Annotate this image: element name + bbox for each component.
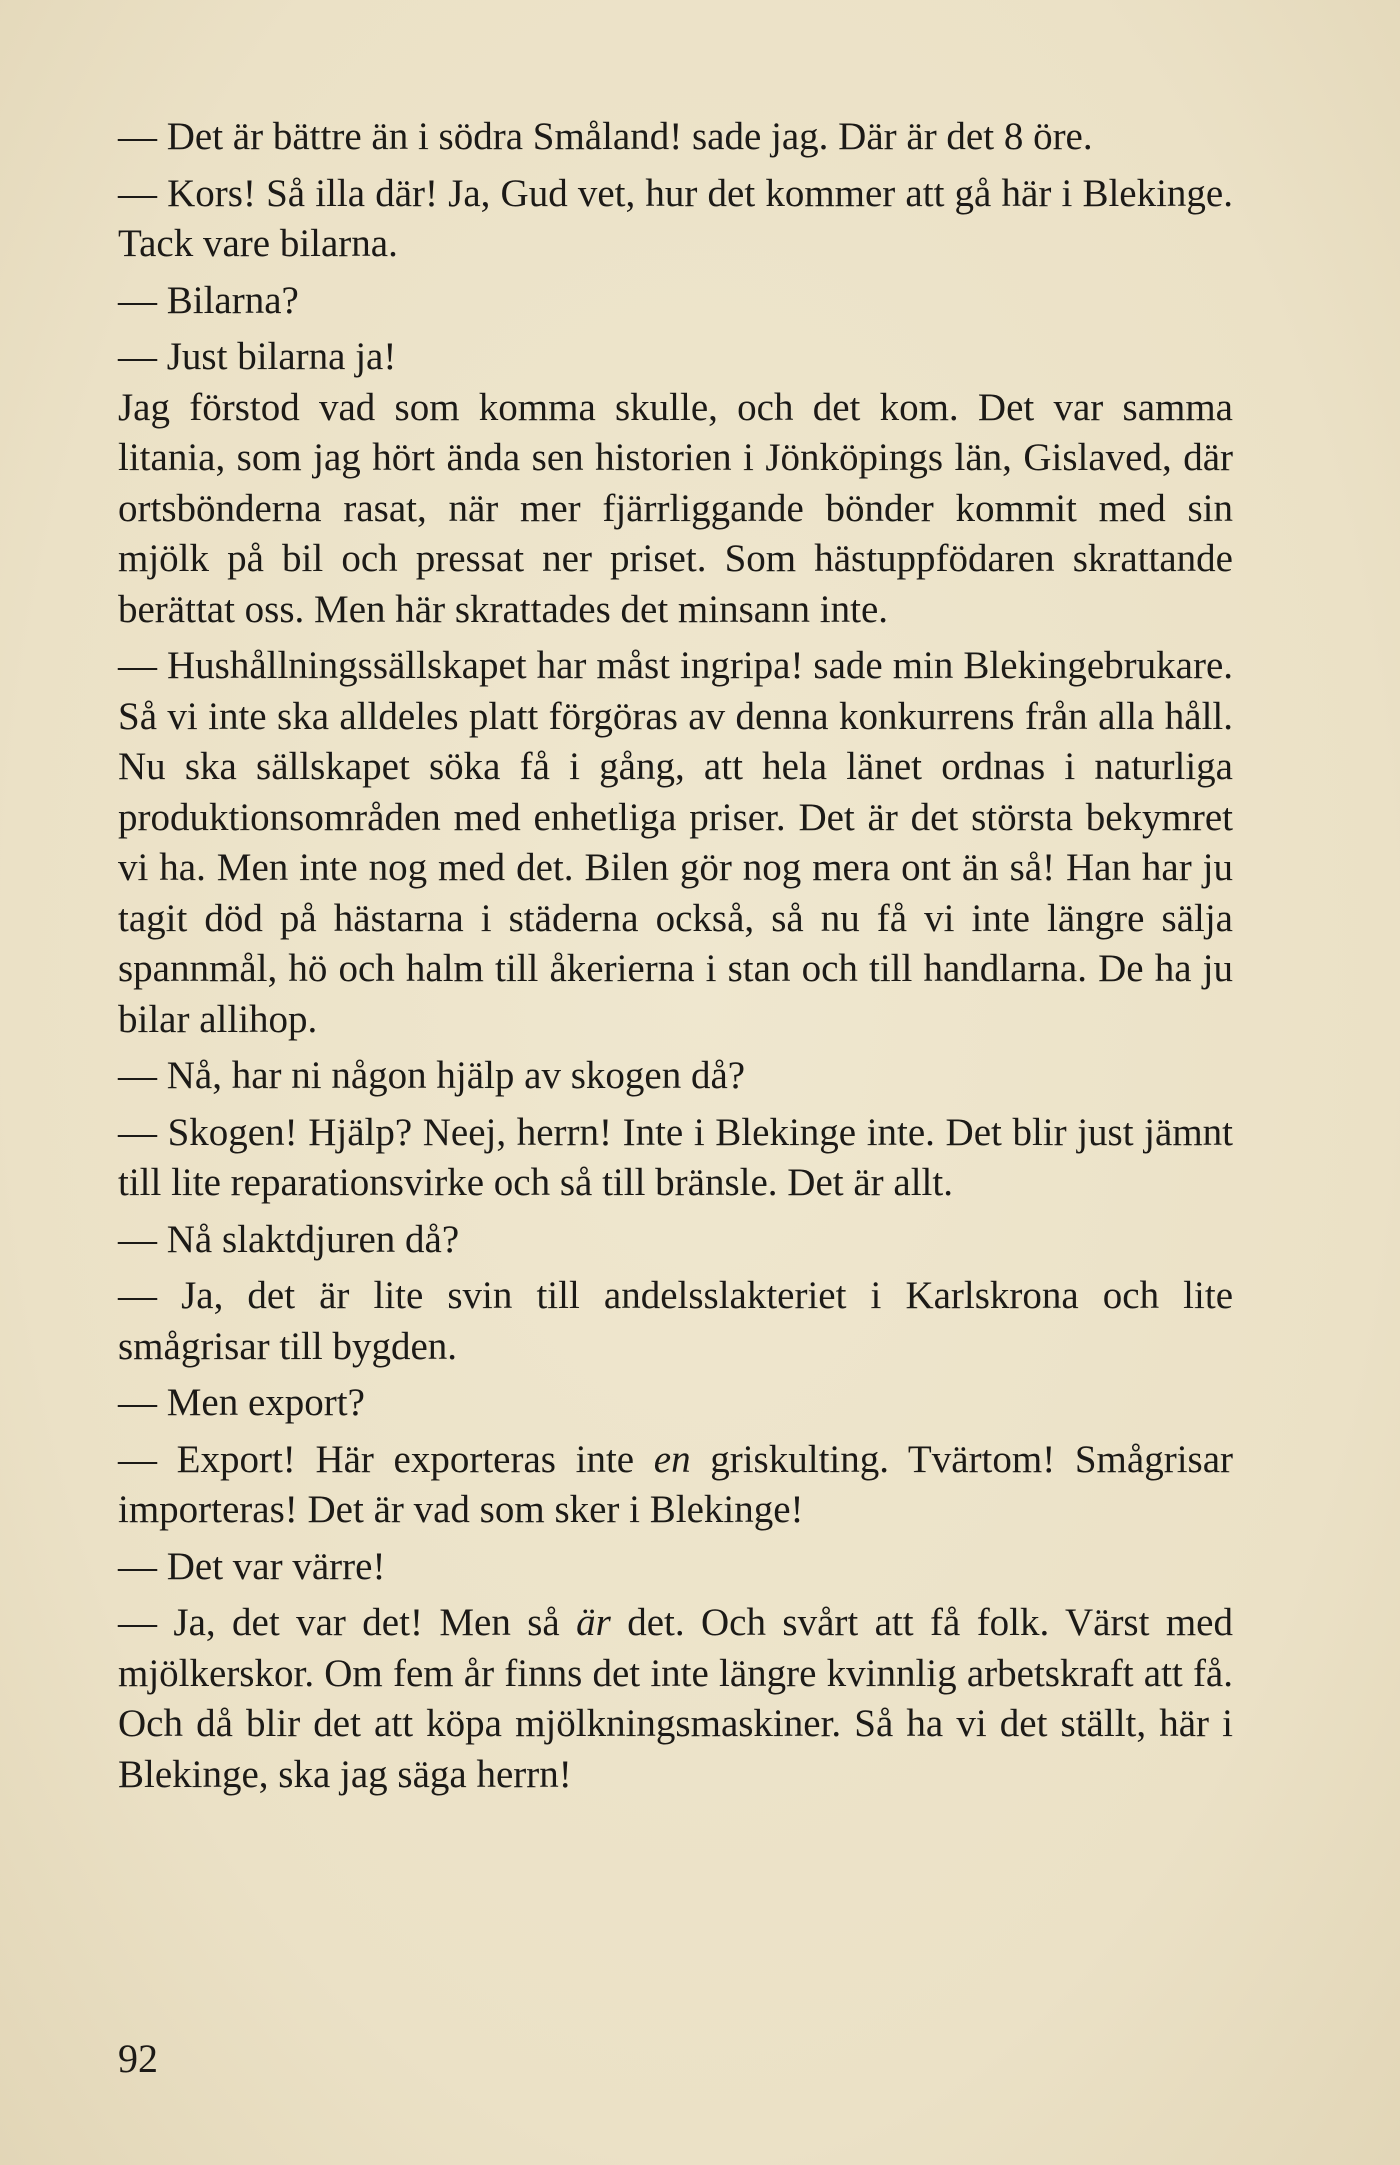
paragraph-12-before: — Export! Här exporteras inte [118,1437,654,1481]
paragraph-14 [118,1598,1233,1800]
paragraph-6: — Hushållningssällskapet har måst ingripa! sade min Blekingebrukare. Så vi inte ska alldeles platt förgöras av denna konkurrens från alla håll. Nu ska sällskapet söka få i gång, att hela länet ordnas i naturliga produktionsområden med enhetliga priser. Det är det största bekymret vi ha. Men inte nog med det. Bilen gör nog mera ont än så! Han har ju tagit död på hästarna i städerna också, så nu få vi inte längre sälja spannmål, hö och halm till åkerierna i stan och till handlarna. De ha ju bilar allihop. [118,644,1233,1041]
paragraph-12-after: griskulting. Tvärtom! Smågrisar importeras! Det är vad som sker i Blekinge! [118,1437,1233,1531]
paragraph-13: — Det var värre! [118,1544,386,1588]
paragraph-14-after: det. Och svårt att få folk. Värst med mjölkerskor. Om fem år finns det inte längre kvinnlig arbetskraft att få. Och då blir det att köpa mjölkningsmaskiner. Så ha vi det ställt, här i Blekinge, ska jag säga herrn! [118,1601,1233,1796]
paragraph-5: Jag förstod vad som komma skulle, och det kom. Det var samma litania, som jag hört ända sen historien i Jönköpings län, Gislaved, där ortsbönderna rasat, när mer fjärrliggande bönder kommit med sin mjölk på bil och pressat ner priset. Som hästuppfödaren skrattande berättat oss. Men här skrattades det minsann inte. [118,385,1233,631]
paragraph-14-italic: är [576,1601,611,1644]
paragraph-2: — Kors! Så illa där! Ja, Gud vet, hur det kommer att gå här i Blekinge. Tack vare bilarna. [118,171,1233,265]
body-text [118,112,1233,1800]
paragraph-7: — Nå, har ni någon hjälp av skogen då? [118,1054,746,1097]
paragraph-10: — Ja, det är lite svin till andelsslakteriet i Karlskrona och lite smågrisar till bygden. [118,1274,1233,1368]
paragraph-9: — Nå slaktdjuren då? [118,1217,460,1261]
paragraph-11: — Men export? [118,1381,365,1424]
paragraph-12-italic: en [653,1437,691,1481]
paragraph-12 [118,1435,1233,1536]
paragraph-14-before: — Ja, det var det! Men så [118,1601,577,1644]
paragraph-3: — Bilarna? [118,278,299,322]
page-number: 92 [118,2036,158,2081]
paragraph-8: — Skogen! Hjälp? Neej, herrn! Inte i Blekinge inte. Det blir just jämnt till lite reparationsvirke och så till bränsle. Det är allt. [118,1110,1233,1204]
paragraph-1: — Det är bättre än i södra Småland! sade jag. Där är det 8 öre. [118,115,1093,158]
paragraph-4: — Just bilarna ja! [118,335,397,378]
